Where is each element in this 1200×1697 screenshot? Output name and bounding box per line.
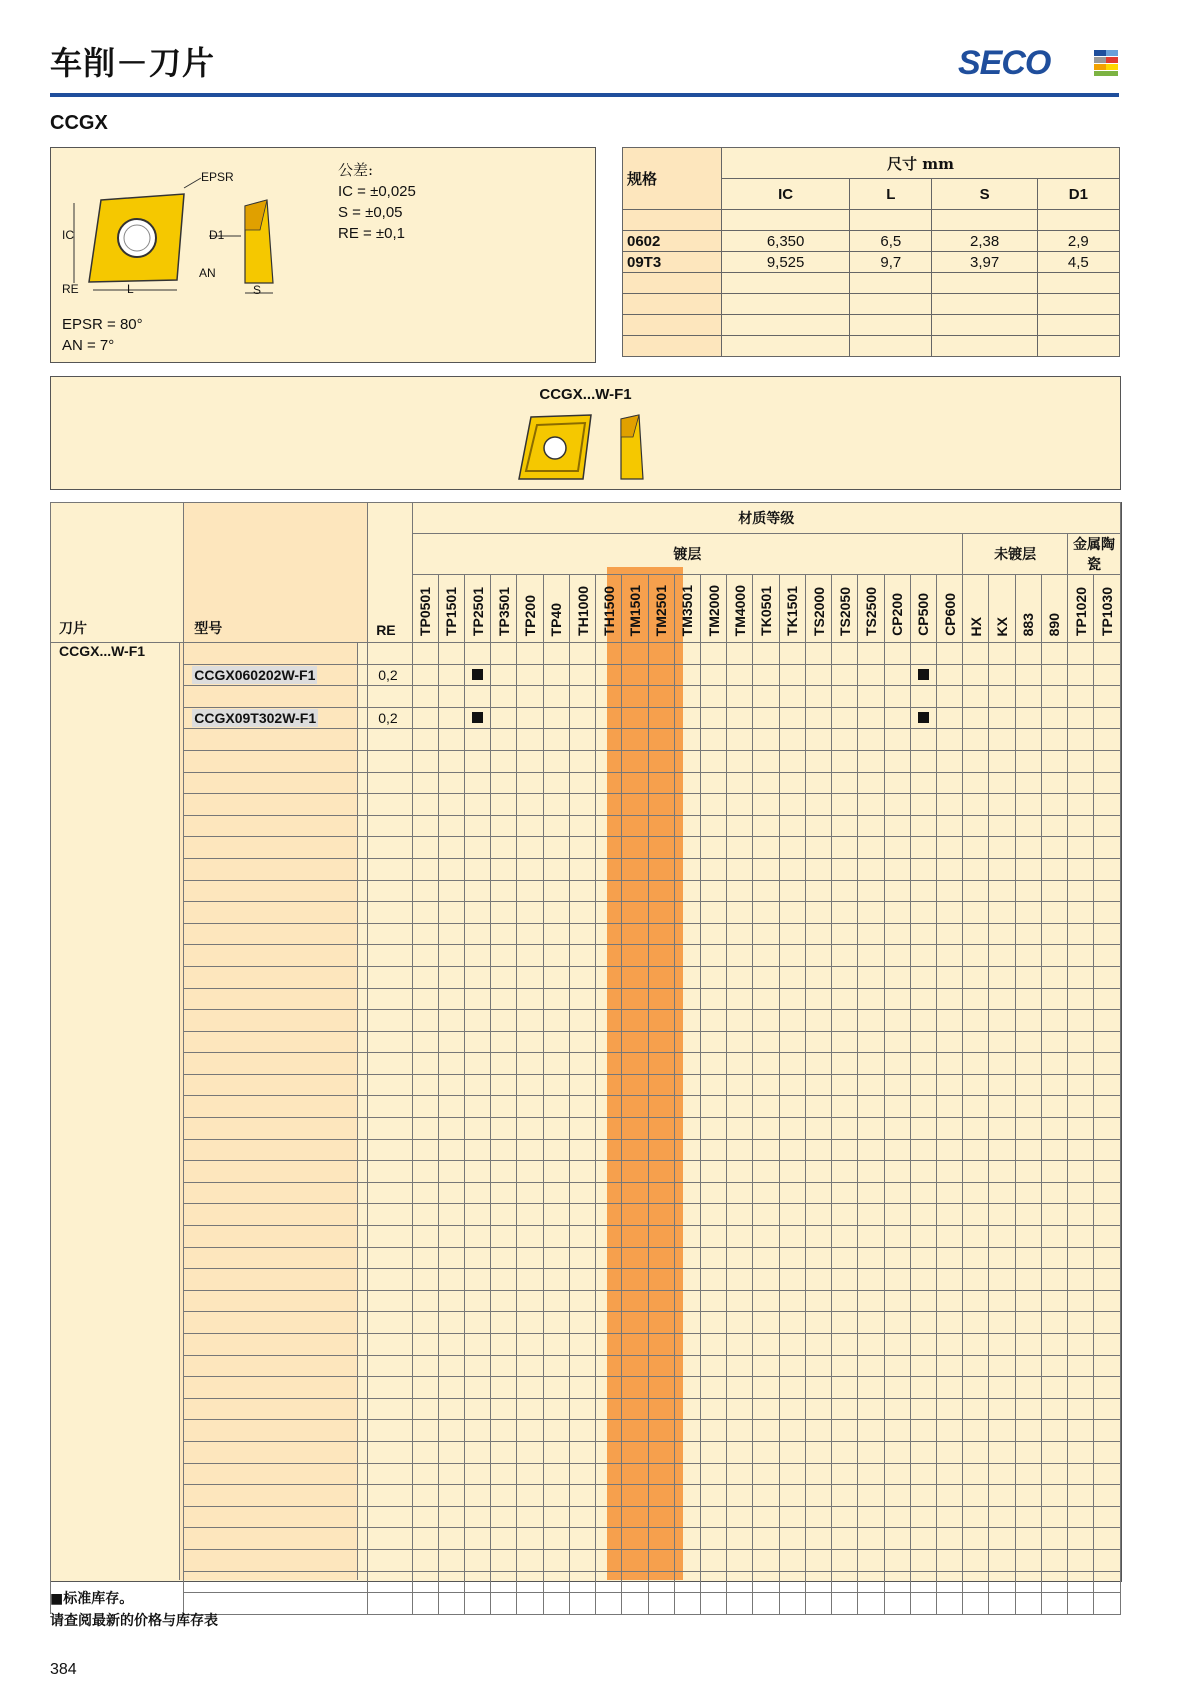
insert-geometry-icon	[511, 413, 681, 483]
table-row	[51, 1096, 1121, 1118]
s-label: S	[253, 283, 262, 297]
col-d1: D1	[1037, 179, 1119, 210]
table-row	[51, 1204, 1121, 1226]
table-row	[51, 880, 1121, 902]
table-row	[51, 643, 1121, 665]
grade-col-890	[1041, 575, 1067, 643]
grade-label: 890	[1046, 612, 1063, 636]
grade-col-883	[1015, 575, 1041, 643]
d1-label: D1	[209, 228, 225, 242]
grade-col-tm3501	[674, 575, 700, 643]
tolerance-ic: IC = ±0,025	[338, 183, 416, 200]
grade-label: TP0501	[417, 586, 434, 636]
table-row	[51, 923, 1121, 945]
header-rule	[50, 93, 1119, 97]
grade-col-tk0501	[753, 575, 779, 643]
stock-square-icon	[918, 669, 929, 680]
table-row	[51, 1182, 1121, 1204]
model-code: CCGX09T302W-F1	[194, 710, 317, 727]
grade-col-tp3501	[491, 575, 517, 643]
unit-header: 尺寸 mm	[722, 148, 1120, 179]
table-row	[51, 772, 1121, 794]
col-ic: IC	[722, 179, 850, 210]
spec-header: 规格	[623, 148, 722, 210]
table-row	[51, 1549, 1121, 1571]
grade-col-tm4000	[727, 575, 753, 643]
grade-label: TK1501	[784, 586, 801, 636]
an-value: AN = 7°	[62, 337, 115, 354]
grade-label: TP3501	[495, 586, 512, 636]
stock-mark	[910, 664, 936, 686]
epsr-label: EPSR	[201, 170, 234, 184]
tolerance-re: RE = ±0,1	[338, 225, 406, 242]
grade-label: TP1501	[443, 586, 460, 636]
grade-col-tp0501	[412, 575, 438, 643]
table-row	[51, 1312, 1121, 1334]
tolerance-block	[338, 160, 416, 244]
grade-col-ts2000	[805, 575, 831, 643]
grade-col-tk1501	[779, 575, 805, 643]
stock-note: ■标准库存。	[50, 1591, 134, 1607]
grade-col-ts2500	[858, 575, 884, 643]
table-row	[51, 837, 1121, 859]
grade-label: TM2000	[705, 584, 722, 636]
seco-logo: SECO	[958, 44, 1051, 82]
grade-label: 883	[1020, 612, 1037, 636]
grade-col-ts2050	[832, 575, 858, 643]
material-header: 材质等级	[412, 503, 1120, 534]
table-row	[51, 1334, 1121, 1356]
table-row	[51, 729, 1121, 751]
table-row	[51, 1441, 1121, 1463]
table-row	[51, 1053, 1121, 1075]
footer-notes	[50, 1588, 218, 1632]
grade-col-tp1020	[1068, 575, 1094, 643]
grade-label: TM3501	[679, 584, 696, 636]
grade-label: TH1500	[600, 586, 617, 636]
grade-label: TS2050	[836, 586, 853, 636]
grade-label: TM4000	[731, 584, 748, 636]
geometry-title: CCGX...W-F1	[539, 386, 632, 403]
model-code: CCGX060202W-F1	[194, 666, 316, 683]
grade-col-cp500	[910, 575, 936, 643]
table-row	[51, 1269, 1121, 1291]
table-row: 09T3 9,525 9,7 3,97 4,5	[623, 252, 1120, 273]
grade-col-tm1501	[622, 575, 648, 643]
stock-mark	[465, 707, 491, 729]
grade-label: TP40	[548, 602, 565, 636]
grade-col-tm2000	[701, 575, 727, 643]
grade-col-hx	[963, 575, 989, 643]
model-cell	[184, 707, 368, 729]
grade-col-th1500	[596, 575, 622, 643]
grade-label: CP500	[915, 593, 932, 636]
table-row	[51, 686, 1121, 708]
table-row	[51, 1247, 1121, 1269]
family-label: CCGX...W-F1	[51, 643, 184, 665]
logo-squares-icon	[1094, 50, 1118, 76]
dimensions-table	[622, 147, 1120, 357]
grade-col-tp2501	[465, 575, 491, 643]
grade-group-1: 未镀层	[963, 534, 1068, 575]
table-row	[51, 1031, 1121, 1053]
grade-col-cp200	[884, 575, 910, 643]
grade-col-cp600	[936, 575, 962, 643]
grade-col-tp200	[517, 575, 543, 643]
tolerance-s: S = ±0,05	[338, 204, 403, 221]
grade-group-0: 镀层	[412, 534, 963, 575]
table-row	[51, 1355, 1121, 1377]
grade-table	[50, 502, 1121, 1615]
table-row	[51, 1010, 1121, 1032]
insert-diagram	[59, 158, 329, 308]
table-row	[51, 1506, 1121, 1528]
col-l: L	[850, 179, 932, 210]
table-row	[51, 664, 1121, 686]
grade-col-kx	[989, 575, 1015, 643]
grade-col-tm2501	[648, 575, 674, 643]
grade-col-th1000	[569, 575, 595, 643]
table-row	[51, 1485, 1121, 1507]
insert-type: CCGX	[50, 112, 108, 134]
table-row	[51, 1528, 1121, 1550]
table-row	[51, 902, 1121, 924]
table-row: 0602 6,350 6,5 2,38 2,9	[623, 231, 1120, 252]
table-row	[51, 988, 1121, 1010]
grade-label: TM2501	[653, 584, 670, 636]
table-row	[51, 707, 1121, 729]
model-header: 型号	[184, 503, 368, 643]
grade-label: TS2500	[862, 586, 879, 636]
grade-label: TP1030	[1099, 586, 1116, 636]
page-title: 车削－刀片	[50, 44, 216, 82]
grade-col-tp1030	[1094, 575, 1121, 643]
insert-header: 刀片	[51, 503, 184, 643]
stock-mark	[910, 707, 936, 729]
re-header: RE	[368, 503, 412, 643]
grade-col-tp40	[543, 575, 569, 643]
grade-label: TP2501	[469, 586, 486, 636]
angle-block	[62, 314, 143, 356]
table-row	[51, 858, 1121, 880]
table-row	[51, 1420, 1121, 1442]
l-label: L	[127, 282, 134, 296]
table-row	[51, 945, 1121, 967]
table-row	[51, 1290, 1121, 1312]
table-row	[51, 1139, 1121, 1161]
geometry-box	[50, 376, 1121, 490]
table-row	[51, 1463, 1121, 1485]
table-row	[51, 815, 1121, 837]
page-number: 384	[50, 1661, 77, 1678]
an-label: AN	[199, 266, 216, 280]
grade-label: TM1501	[626, 584, 643, 636]
tolerance-heading: 公差:	[338, 161, 374, 179]
stock-square-icon	[472, 712, 483, 723]
grade-col-tp1501	[438, 575, 464, 643]
stock-square-icon	[918, 712, 929, 723]
re-value: 0,2	[368, 707, 412, 729]
stock-square-icon	[472, 669, 483, 680]
table-row	[51, 1226, 1121, 1248]
grade-label: TP1020	[1072, 586, 1089, 636]
table-row	[51, 1398, 1121, 1420]
table-row	[51, 966, 1121, 988]
re-label: RE	[62, 282, 79, 296]
table-row	[51, 750, 1121, 772]
grade-label: TP200	[522, 594, 539, 636]
grade-label: KX	[994, 616, 1011, 636]
grade-label: TS2000	[810, 586, 827, 636]
re-value: 0,2	[368, 664, 412, 686]
table-row	[51, 1074, 1121, 1096]
table-row	[51, 1377, 1121, 1399]
grade-group-2: 金属陶瓷	[1068, 534, 1121, 575]
grade-label: CP200	[889, 593, 906, 636]
ic-label: IC	[62, 228, 74, 242]
epsr-value: EPSR = 80°	[62, 316, 143, 333]
model-cell	[184, 664, 368, 686]
table-row	[51, 1161, 1121, 1183]
table-row	[51, 1118, 1121, 1140]
stock-mark	[465, 664, 491, 686]
price-note: 请查阅最新的价格与库存表	[50, 1613, 218, 1629]
col-s: S	[932, 179, 1037, 210]
grade-label: TH1000	[574, 586, 591, 636]
grade-label: HX	[967, 616, 984, 636]
grade-label: CP600	[941, 593, 958, 636]
table-row	[51, 794, 1121, 816]
grade-label: TK0501	[758, 586, 775, 636]
